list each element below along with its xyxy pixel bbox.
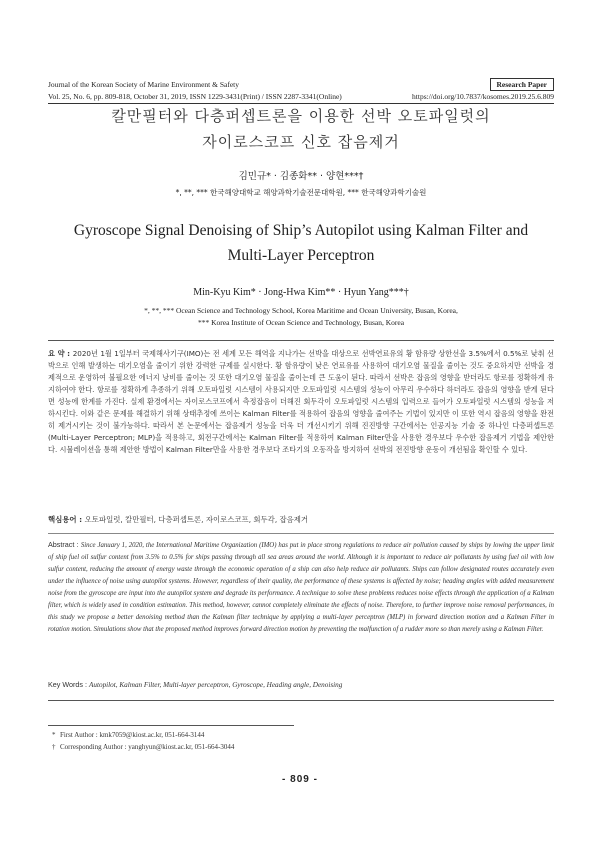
abstract-bottom-rule: [48, 700, 554, 701]
english-affiliation-1: *, **, *** Ocean Science and Technology School, Korea Maritime and Ocean University, Busan, Korea,: [144, 306, 458, 315]
english-abstract-label: Abstract :: [48, 540, 81, 549]
abstract-divider: [48, 533, 554, 534]
footnote-mark-corresponding: †: [52, 743, 56, 751]
english-keywords-text: Autopilot, Kalman Filter, Multi-layer perceptron, Gyroscope, Heading angle, Denoising: [89, 681, 343, 689]
doi-link[interactable]: https://doi.org/10.7837/kosomes.2019.25.6.809: [412, 92, 554, 101]
korean-abstract: [48, 348, 554, 456]
page-number: - 809 -: [282, 774, 318, 785]
abstract-top-rule: [48, 340, 554, 341]
korean-affiliations: *, **, *** 한국해양대학교 해양과학기술전문대학원, *** 한국해양과학기술원: [175, 188, 427, 197]
english-title-line2: Multi-Layer Perceptron: [227, 247, 375, 264]
english-keywords-label: Key Words :: [48, 680, 90, 689]
english-abstract: [48, 539, 554, 636]
footnote-rule: [48, 725, 294, 726]
korean-title-line2: 자이로스코프 신호 잡음제거: [202, 133, 400, 151]
article-type-badge: Research Paper: [490, 78, 554, 91]
english-title-line1: Gyroscope Signal Denoising of Ship’s Autopilot using Kalman Filter and: [73, 222, 529, 239]
korean-abstract-label: 요 약 :: [48, 349, 73, 358]
english-keywords: [48, 680, 554, 689]
footnote-corresponding-author: [52, 743, 234, 751]
korean-keywords-text: 오토파일럿, 칼만필터, 다층퍼셉트론, 자이로스코프, 회두각, 잡음제거: [84, 515, 309, 524]
korean-authors: 김민규* · 김종화** · 양현***†: [238, 171, 364, 182]
footnote-first-author: [52, 731, 204, 739]
korean-abstract-text: 2020년 1월 1일부터 국제해사기구(IMO)는 전 세계 모든 해역을 지나가는 선박을 대상으로 선박연료유의 황 함유량 상한선을 3.5%에서 0.5%로 낮춰 선박으로 인해 발생하는 대기오염을 줄이기 위한 강력한 규제를 실시한다. 황 함유량이 낮은 연료유를 사용하여 대기오염 물질을 줄이는 것도 중요하지만 선박을 경제적으로 운영하여 불필요한 에너지 낭비를 줄이는 것 또한 대기오염 물질을 줄이는데 큰 도움이 된다. 따라서 선박은 잡음의 영향을 받더라도 항로를 정확하게 유지하여야 한다. 항로를 정확하게 추종하기 위해 오토파일럿 시스템이 사용되지만 오토파일럿 시스템의 성능이 아무리 우수하다 하더라도 잡음의 영향을 받게 된다면 성능에 한계를 가진다. 실제 환경에서는 자이로스코프에서 측정잡음이 더해진 회두각이 오토파일럿 시스템의 입력으로 들어가 오토파일럿 시스템의 성능을 저하시킨다. 이와 같은 문제를 해결하기 위해 상태추정에 쓰이는 Kalman Filter를 적용하여 잡음의 영향을 줄여주는 기법이 있지만 이 또한 역시 잡음의 영향을 완전히 제거시키는 것이 불가능하다. 따라서 본 논문에서는 잡음제거 성능을 더욱 더 개선시키기 위해 진진방향 구간에서는 인공지능 기술 중 하나인 다층퍼셉트론(Multi-Layer Perceptron; MLP)을 적용하고, 회전구간에서는 Kalman Filter를 적용하여 Kalman Filter만을 사용한 경우보다 우수한 잡음제거 기법을 제안한다. 시뮬레이션을 통해 제안한 방법이 Kalman Filter만을 사용한 경우보다 조타기의 오동작을 방지하여 선박의 전진방향 운동이 개선됨을 확인할 수 있다.: [48, 349, 554, 454]
english-abstract-text: Since January 1, 2020, the International Maritime Organization (IMO) has put in place strong regulations to reduce air pollution caused by ships by lowing the upper limit of ship fuel oil sulfur content from 3.5% to 0.5% for ships passing through all sea areas around the world. Although it is important to reduce air pollutants by using fuel oil with low sulfur content, reducing the amount of energy waste through the economic operation of a ship can also help reduce air pollutants. Ships can follow designated routes accurately even under the influence of noise using autopilot systems. However, regardless of their quality, the performance of these systems is affected by noise; heading angles with added measurement noise from the gyroscope are input into the autopilot system and degrade its performance. A technique to solve these problems reduces noise effects through the application of a Kalman filter, which is widely used in condition estimation. This method, however, cannot completely eliminate the effects of noise. Therefore, to further improve noise removal performances, in this study we propose a better denoising method than the Kalman filter technique by applying a multi-layer perceptron (MLP) in forward direction motion and a Kalman Filter in rotation motion. Simulations show that the proposed method improves forward direction motion by preventing the malfunction of a rudder more so than merely using a Kalman Filter.: [48, 542, 554, 633]
korean-title-line1: 칼만필터와 다층퍼셉트론을 이용한 선박 오토파일럿의: [111, 107, 491, 125]
korean-keywords-label: 핵심용어 :: [48, 515, 85, 524]
journal-name: Journal of the Korean Society of Marine Environment & Safety: [48, 80, 239, 89]
footnote-mark-first: *: [52, 731, 56, 739]
volume-info: Vol. 25, No. 6, pp. 809-818, October 31, 2019, ISSN 1229-3431(Print) / ISSN 2287-3341(Online): [48, 92, 342, 101]
english-authors: Min-Kyu Kim* · Jong-Hwa Kim** · Hyun Yang***†: [193, 287, 409, 298]
first-author-contact: First Author : kmk7059@kiost.ac.kr, 051-664-3144: [60, 731, 205, 739]
korean-keywords: [48, 514, 554, 525]
corresponding-author-contact: Corresponding Author : yanghyun@kiost.ac.kr, 051-664-3044: [60, 743, 235, 751]
english-affiliation-2: *** Korea Institute of Ocean Science and Technology, Busan, Korea: [197, 318, 405, 327]
